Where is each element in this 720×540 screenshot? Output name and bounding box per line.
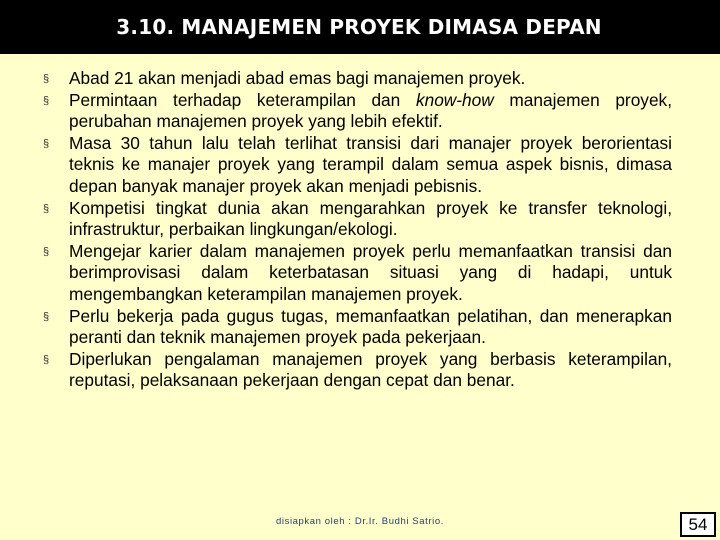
page-number: 54	[680, 512, 716, 537]
bullet-list	[43, 68, 672, 392]
bullet-text: Kompetisi tingkat dunia akan mengarahkan proyek ke transfer teknologi, infrastruktur, perbaikan lingkungan/ekologi.	[69, 197, 672, 240]
footer-credit: disiapkan oleh : Dr.Ir. Budhi Satrio.	[276, 516, 444, 527]
square-bullet-icon: §	[43, 94, 50, 107]
bullet-text-emphasis: know-how	[415, 89, 494, 110]
square-bullet-icon: §	[43, 245, 50, 258]
bullet-item	[43, 68, 672, 90]
slide-title: 3.10. MANAJEMEN PROYEK DIMASA DEPAN	[116, 15, 602, 39]
bullet-text-after: manajemen proyek, perubahan manajemen proyek yang lebih efektif.	[69, 89, 672, 132]
bullet-text: Diperlukan pengalaman manajemen proyek yang berbasis keterampilan, reputasi, pelaksanaan pekerjaan dengan cepat dan benar.	[69, 348, 672, 391]
square-bullet-icon: §	[43, 137, 50, 150]
bullet-item	[43, 197, 672, 241]
bullet-text: Mengejar karier dalam manajemen proyek perlu memanfaatkan transisi dan berimprovisasi dalam keterbatasan situasi yang di hadapi, untuk mengembangkan keterampilan manajemen proyek.	[69, 240, 672, 304]
bullet-text	[69, 90, 672, 132]
bullet-text-before: Permintaan terhadap keterampilan dan	[69, 89, 416, 110]
bullet-text: Masa 30 tahun lalu telah terlihat transisi dari manajer proyek berorientasi teknis ke manajer proyek yang terampil dalam semua aspek bisnis, dimasa depan banyak manajer proyek akan menjadi pebisnis.	[69, 132, 672, 196]
bullet-item	[43, 89, 672, 133]
bullet-item	[43, 132, 672, 198]
bullet-text: Abad 21 akan menjadi abad emas bagi manajemen proyek.	[69, 68, 526, 88]
title-bar	[0, 0, 720, 54]
square-bullet-icon: §	[43, 202, 50, 215]
square-bullet-icon: §	[43, 310, 50, 323]
bullet-item	[43, 240, 672, 306]
square-bullet-icon: §	[43, 353, 50, 366]
square-bullet-icon: §	[43, 73, 50, 85]
bullet-item	[43, 348, 672, 392]
bullet-text: Perlu bekerja pada gugus tugas, memanfaatkan pelatihan, dan menerapkan peranti dan teknik manajemen proyek pada pekerjaan.	[69, 305, 672, 348]
bullet-item	[43, 305, 672, 349]
